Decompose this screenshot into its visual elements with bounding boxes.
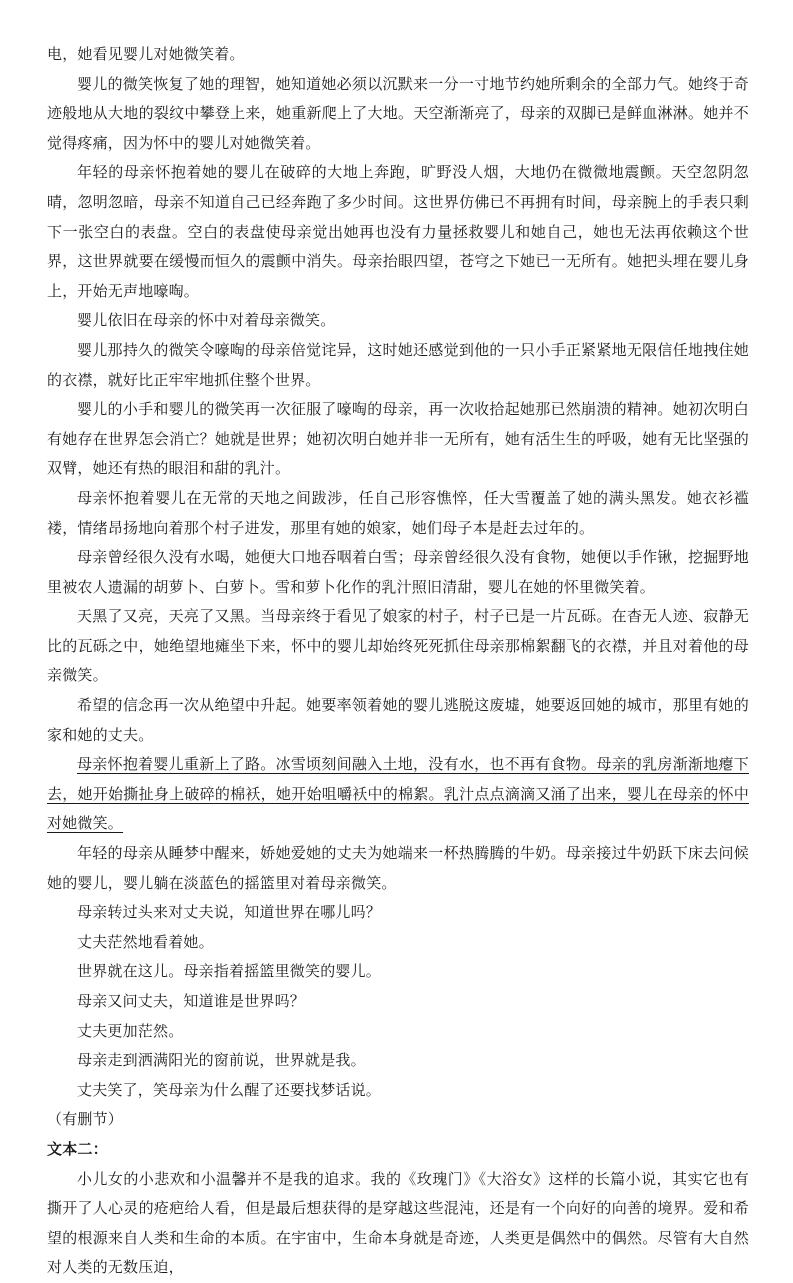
paragraph: 母亲怀抱着婴儿在无常的天地之间跋涉，任自己形容憔悴，任大雪覆盖了她的满头黑发。她衣衫褴褛，情绪昂扬地向着那个村子进发，那里有她的娘家，她们母子本是赶去过年的。: [47, 488, 749, 537]
dialogue-line: 丈夫茫然地看着她。: [77, 932, 214, 951]
dialogue-line: 丈夫更加茫然。: [77, 1021, 184, 1040]
paragraph: 婴儿那持久的微笑令嚎啕的母亲倍觉诧异，这时她还感觉到他的一只小手正紧紧地无限信任地拽住她的衣襟，就好比正牢牢地抓住整个世界。: [47, 340, 749, 389]
dialogue-line: 世界就在这儿。母亲指着摇篮里微笑的婴儿。: [77, 962, 382, 981]
dialogue-line: 丈夫笑了，笑母亲为什么醒了还要找梦话说。: [77, 1080, 382, 1099]
document-page: [47, 40, 749, 1283]
paragraph: 希望的信念再一次从绝望中升起。她要率领着她的婴儿逃脱这废墟，她要返回她的城市，那里有她的家和她的丈夫。: [47, 696, 749, 744]
abridged-note: （有删节）: [47, 1110, 124, 1129]
paragraph: 年轻的母亲从睡梦中醒来，娇她爱她的丈夫为她端来一杯热腾腾的牛奶。母亲接过牛奶跃下床去问候她的婴儿，婴儿躺在淡蓝色的摇篮里对着母亲微笑。: [47, 844, 749, 892]
dialogue-line: 母亲转过头来对丈夫说，知道世界在哪儿吗？: [77, 903, 382, 922]
paragraph: 母亲曾经很久没有水喝，她便大口地吞咽着白雪；母亲曾经很久没有食物，她便以手作锹，挖掘野地里被农人遗漏的胡萝卜、白萝卜。雪和萝卜化作的乳汁照旧清甜，婴儿在她的怀里微笑着。: [47, 548, 749, 596]
paragraph: 小儿女的小悲欢和小温馨并不是我的追求。我的《玫瑰门》《大浴女》这样的长篇小说，其实它也有撕开了人心灵的疮疤给人看，但是最后想获得的是穿越这些混沌，还是有一个向好的向善的境界。爱和希望的根源来自人类和生命的本质。在宇宙中，生命本身就是奇迹，人类更是偶然中的偶然。尽管有大自然对人类的无数压迫，: [47, 1169, 749, 1277]
dialogue-line: 母亲走到洒满阳光的窗前说，世界就是我。: [77, 1051, 366, 1070]
paragraph: 婴儿的小手和婴儿的微笑再一次征服了嚎啕的母亲，再一次收拾起她那已然崩溃的精神。她初次明白有她存在世界怎会消亡？她就是世界；她初次明白她并非一无所有，她有活生生的呼吸，她有无比坚强的双臂，她还有热的眼泪和甜的乳汁。: [47, 400, 749, 478]
paragraph: 天黑了又亮，天亮了又黑。当母亲终于看见了娘家的村子，村子已是一片瓦砾。在杳无人迹、寂静无比的瓦砾之中，她绝望地瘫坐下来，怀中的婴儿却始终死死抓住母亲那棉絮翻飞的衣襟，并且对着他的母亲微笑。: [47, 607, 749, 685]
dialogue-line: 母亲又问丈夫，知道谁是世界吗？: [77, 992, 306, 1010]
paragraph: 婴儿依旧在母亲的怀中对着母亲微笑。: [77, 311, 336, 330]
paragraph: 年轻的母亲怀抱着她的婴儿在破碎的大地上奔跑，旷野没人烟，大地仍在微微地震颤。天空忽阴忽晴，忽明忽暗，母亲不知道自己已经奔跑了多少时间。这世界仿佛已不再拥有时间，母亲腕上的手表只剩下一张空白的表盘。空白的表盘使母亲觉出她再也没有力量拯救婴儿和她自己，她也无法再依赖这个世界，这世界就要在缓慢而恒久的震颤中消失。母亲抬眼四望，苍穹之下她已一无所有。她把头埋在婴儿身上，开始无声地嚎啕。: [47, 163, 749, 300]
paragraph: 婴儿的微笑恢复了她的理智，她知道她必须以沉默来一分一寸地节约她所剩余的全部力气。她终于奇迹般地从大地的裂纹中攀登上来，她重新爬上了大地。天空渐渐亮了，母亲的双脚已是鲜血淋淋。她并不觉得疼痛，因为怀中的婴儿对她微笑着。: [47, 74, 749, 152]
underlined-paragraph: 母亲怀抱着婴儿重新上了路。冰雪顷刻间融入土地，没有水，也不再有食物。母亲的乳房渐渐地瘪下去，她开始撕扯身上破碎的棉袄，她开始咀嚼袄中的棉絮。乳汁点点滴滴又涌了出来，婴儿在母亲的怀中对她微笑。: [47, 755, 749, 833]
paragraph: 电，她看见婴儿对她微笑着。: [47, 45, 245, 63]
section-heading: 文本二：: [47, 1139, 108, 1158]
